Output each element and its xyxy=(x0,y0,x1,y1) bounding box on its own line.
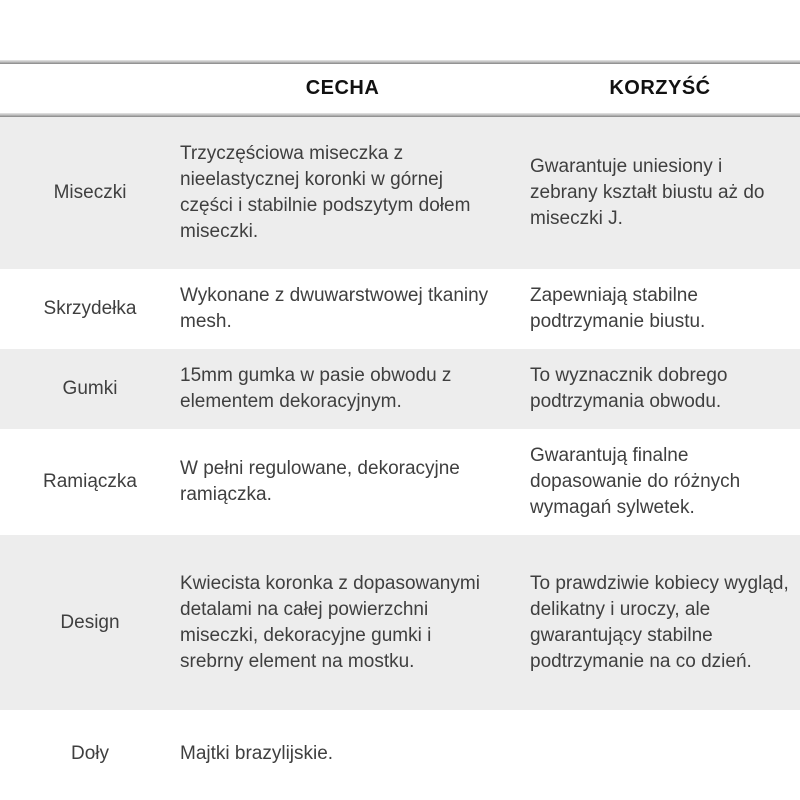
row-label: Ramiączka xyxy=(43,471,137,492)
table-header-row xyxy=(0,64,800,113)
benefit-cell: To prawdziwie kobiecy wygląd, delikatny i uroczy, ale gwarantujący stabilne podtrzymanie na co dzień. xyxy=(530,572,789,672)
table-row xyxy=(0,269,800,349)
feature-cell: W pełni regulowane, dekoracyjne ramiączka. xyxy=(180,458,460,505)
benefit-cell: Gwarantują finalne dopasowanie do różnych wymagań sylwetek. xyxy=(530,445,741,518)
table-row xyxy=(0,535,800,710)
benefit-cell xyxy=(505,740,800,768)
feature-cell: 15mm gumka w pasie obwodu z elementem dekoracyjnym. xyxy=(180,365,452,412)
table-row xyxy=(0,429,800,535)
feature-cell: Wykonane z dwuwarstwowej tkaniny mesh. xyxy=(180,285,489,332)
column-header-feature: CECHA xyxy=(305,77,380,99)
row-label: Doły xyxy=(70,743,109,764)
table-row xyxy=(0,710,800,798)
row-label: Design xyxy=(60,611,120,633)
benefit-cell: Zapewniają stabilne podtrzymanie biustu. xyxy=(530,285,706,332)
table-row xyxy=(0,117,800,269)
row-label: Miseczki xyxy=(53,182,127,203)
feature-cell: Majtki brazylijskie. xyxy=(180,743,334,764)
row-label: Skrzydełka xyxy=(43,298,137,319)
row-label: Gumki xyxy=(62,378,118,399)
benefit-cell: Gwarantuje uniesiony i zebrany kształt biustu aż do miseczki J. xyxy=(530,156,765,229)
feature-cell: Kwiecista koronka z dopasowanymi detalami na całej powierzchni miseczki, dekoracyjne gumki i srebrny element na mostku. xyxy=(180,572,480,672)
benefit-cell: To wyznacznik dobrego podtrzymania obwodu. xyxy=(530,365,728,412)
column-header-benefit: KORZYŚĆ xyxy=(609,77,711,99)
table-row xyxy=(0,349,800,429)
top-margin xyxy=(0,0,800,60)
feature-cell: Trzyczęściowa miseczka z nieelastycznej koronki w górnej części i stabilnie podszytym dołem miseczki. xyxy=(180,143,471,242)
